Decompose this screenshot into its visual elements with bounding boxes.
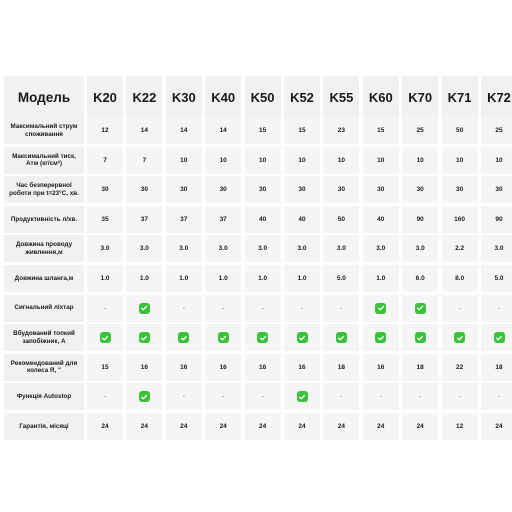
row-label: Час безперервної роботи при t=23°C, хв. (4, 176, 84, 203)
empty-dash: - (497, 304, 501, 312)
model-header-k22: K22 (126, 76, 162, 118)
check-icon (494, 332, 505, 343)
value-cell: 16 (284, 354, 320, 381)
model-header-k52: K52 (284, 76, 320, 118)
value-cell: 30 (481, 176, 512, 203)
row-label: Функція Autostop (4, 383, 84, 410)
row-label: Сигнальний ліхтар (4, 295, 84, 322)
model-header-k20: K20 (87, 76, 123, 118)
empty-cell (205, 383, 241, 410)
value-cell: 3.0 (323, 235, 359, 262)
value-cell: 15 (284, 117, 320, 144)
value-cell: 2.2 (442, 235, 478, 262)
check-icon (415, 332, 426, 343)
value-cell: 24 (284, 413, 320, 440)
check-cell (402, 324, 438, 351)
value-cell: 18 (402, 354, 438, 381)
model-header-k70: K70 (402, 76, 438, 118)
value-cell: 30 (402, 176, 438, 203)
value-cell: 25 (402, 117, 438, 144)
value-cell: 5.0 (481, 265, 512, 292)
value-cell: 3.0 (245, 235, 281, 262)
value-cell: 8.0 (442, 265, 478, 292)
check-cell (481, 324, 512, 351)
empty-dash: - (419, 393, 422, 401)
empty-cell (166, 295, 202, 322)
empty-dash: - (182, 393, 185, 401)
value-cell: 22 (442, 354, 478, 381)
empty-dash: - (497, 393, 501, 401)
model-header-k72: K72 (481, 76, 512, 118)
check-icon (297, 332, 308, 343)
model-header-k71: K71 (442, 76, 478, 118)
value-cell: 24 (245, 413, 281, 440)
value-cell: 15 (245, 117, 281, 144)
value-cell: 18 (323, 354, 359, 381)
value-cell: 16 (363, 354, 399, 381)
value-cell: 12 (87, 117, 123, 144)
empty-dash: - (182, 304, 185, 312)
check-cell (284, 324, 320, 351)
empty-dash: - (261, 304, 264, 312)
value-cell: 10 (402, 147, 438, 174)
model-header-k30: K30 (166, 76, 202, 118)
empty-dash: - (300, 304, 304, 312)
check-icon (375, 303, 386, 314)
empty-cell (87, 383, 123, 410)
empty-cell (87, 295, 123, 322)
value-cell: 24 (126, 413, 162, 440)
value-cell: 50 (442, 117, 478, 144)
check-icon (139, 391, 150, 402)
empty-cell (323, 383, 359, 410)
value-cell: 10 (363, 147, 399, 174)
value-cell: 37 (205, 206, 241, 233)
value-cell: 6.0 (402, 265, 438, 292)
value-cell: 37 (166, 206, 202, 233)
empty-dash: - (340, 393, 343, 401)
value-cell: 3.0 (126, 235, 162, 262)
empty-dash: - (103, 393, 107, 401)
value-cell: 5.0 (323, 265, 359, 292)
value-cell: 30 (245, 176, 281, 203)
check-icon (257, 332, 268, 343)
check-icon (100, 332, 111, 343)
empty-cell (481, 383, 512, 410)
value-cell: 24 (323, 413, 359, 440)
check-cell (166, 324, 202, 351)
empty-cell (442, 295, 478, 322)
row-label: Довжина проводу живлення,м (4, 235, 84, 262)
value-cell: 3.0 (402, 235, 438, 262)
value-cell: 16 (126, 354, 162, 381)
value-cell: 24 (205, 413, 241, 440)
check-cell (402, 295, 438, 322)
check-icon (178, 332, 189, 343)
value-cell: 10 (245, 147, 281, 174)
model-header-k60: K60 (363, 76, 399, 118)
value-cell: 7 (87, 147, 123, 174)
model-header-k40: K40 (205, 76, 241, 118)
check-cell (363, 295, 399, 322)
value-cell: 30 (205, 176, 241, 203)
value-cell: 3.0 (363, 235, 399, 262)
value-cell: 14 (126, 117, 162, 144)
value-cell: 30 (284, 176, 320, 203)
value-cell: 3.0 (205, 235, 241, 262)
check-icon (139, 332, 150, 343)
value-cell: 30 (363, 176, 399, 203)
value-cell: 35 (87, 206, 123, 233)
value-cell: 1.0 (284, 265, 320, 292)
check-cell (442, 324, 478, 351)
empty-dash: - (458, 393, 461, 401)
value-cell: 16 (166, 354, 202, 381)
check-cell (284, 383, 320, 410)
empty-cell (166, 383, 202, 410)
value-cell: 3.0 (166, 235, 202, 262)
empty-cell (205, 295, 241, 322)
check-icon (218, 332, 229, 343)
value-cell: 160 (442, 206, 478, 233)
value-cell: 90 (402, 206, 438, 233)
value-cell: 37 (126, 206, 162, 233)
value-cell: 10 (205, 147, 241, 174)
empty-cell (481, 295, 512, 322)
value-cell: 1.0 (363, 265, 399, 292)
empty-dash: - (222, 304, 225, 312)
empty-cell (245, 383, 281, 410)
value-cell: 1.0 (87, 265, 123, 292)
row-label: Довжина шланга,м (4, 265, 84, 292)
value-cell: 1.0 (245, 265, 281, 292)
check-icon (454, 332, 465, 343)
value-cell: 30 (126, 176, 162, 203)
check-cell (323, 324, 359, 351)
value-cell: 10 (323, 147, 359, 174)
empty-cell (245, 295, 281, 322)
value-cell: 10 (481, 147, 512, 174)
value-cell: 30 (166, 176, 202, 203)
empty-cell (402, 383, 438, 410)
check-cell (87, 324, 123, 351)
empty-dash: - (379, 393, 382, 401)
check-cell (363, 324, 399, 351)
check-cell (205, 324, 241, 351)
check-icon (297, 391, 308, 402)
empty-dash: - (340, 304, 343, 312)
empty-dash: - (458, 304, 461, 312)
value-cell: 23 (323, 117, 359, 144)
value-cell: 15 (363, 117, 399, 144)
value-cell: 10 (166, 147, 202, 174)
value-cell: 14 (205, 117, 241, 144)
value-cell: 7 (126, 147, 162, 174)
value-cell: 40 (363, 206, 399, 233)
row-label: Гарантія, місяці (4, 413, 84, 440)
value-cell: 3.0 (87, 235, 123, 262)
value-cell: 1.0 (166, 265, 202, 292)
row-label: Вбудований топкий запобіжник, А (4, 324, 84, 351)
value-cell: 10 (284, 147, 320, 174)
value-cell: 30 (87, 176, 123, 203)
empty-cell (284, 295, 320, 322)
value-cell: 24 (166, 413, 202, 440)
row-label: Максимальний тиск, Атм (кг/см²) (4, 147, 84, 174)
value-cell: 10 (442, 147, 478, 174)
model-column-header: Модель (4, 76, 84, 118)
value-cell: 16 (245, 354, 281, 381)
value-cell: 50 (323, 206, 359, 233)
check-icon (375, 332, 386, 343)
value-cell: 24 (402, 413, 438, 440)
check-icon (336, 332, 347, 343)
value-cell: 12 (442, 413, 478, 440)
value-cell: 14 (166, 117, 202, 144)
check-icon (415, 303, 426, 314)
model-header-k55: K55 (323, 76, 359, 118)
check-cell (126, 383, 162, 410)
empty-cell (442, 383, 478, 410)
empty-cell (363, 383, 399, 410)
row-label: Максимальний струм споживання (4, 117, 84, 144)
value-cell: 90 (481, 206, 512, 233)
value-cell: 24 (87, 413, 123, 440)
empty-dash: - (103, 304, 107, 312)
value-cell: 15 (87, 354, 123, 381)
check-cell (126, 295, 162, 322)
row-label: Рекомендований для колеса R, " (4, 354, 84, 381)
value-cell: 18 (481, 354, 512, 381)
value-cell: 40 (284, 206, 320, 233)
value-cell: 40 (245, 206, 281, 233)
row-label: Продуктивність л/хв. (4, 206, 84, 233)
value-cell: 3.0 (481, 235, 512, 262)
empty-cell (323, 295, 359, 322)
value-cell: 24 (481, 413, 512, 440)
value-cell: 16 (205, 354, 241, 381)
value-cell: 24 (363, 413, 399, 440)
value-cell: 1.0 (126, 265, 162, 292)
check-icon (139, 303, 150, 314)
value-cell: 1.0 (205, 265, 241, 292)
empty-dash: - (261, 393, 264, 401)
value-cell: 30 (442, 176, 478, 203)
check-cell (126, 324, 162, 351)
value-cell: 3.0 (284, 235, 320, 262)
empty-dash: - (222, 393, 225, 401)
model-header-k50: K50 (245, 76, 281, 118)
value-cell: 25 (481, 117, 512, 144)
value-cell: 30 (323, 176, 359, 203)
check-cell (245, 324, 281, 351)
